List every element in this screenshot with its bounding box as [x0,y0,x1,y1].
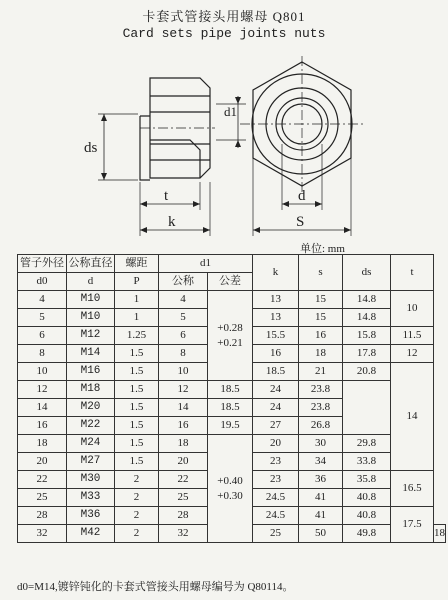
header-t: t [391,255,434,291]
table-row [18,417,446,435]
cell-d1: 4 [159,291,208,309]
cell-p: 1.5 [115,363,159,381]
cell-ds: 49.8 [343,525,391,543]
cell-t: 18 [434,525,446,543]
cell-ds: 15.8 [343,327,391,345]
cell-k: 24.5 [253,507,299,525]
cell-k: 24.5 [253,489,299,507]
cell-ds: 14.8 [343,291,391,309]
cell-d0: 16 [18,417,67,435]
technical-drawing [0,40,448,240]
cell-d1: 22 [159,471,208,489]
cell-ds: 40.8 [343,507,391,525]
cell-p: 2 [115,525,159,543]
cell-p: 1.5 [115,399,159,417]
tolerance-upper: +0.40 [217,474,243,487]
cell-k: 13 [253,309,299,327]
cell-d: M30 [67,471,115,489]
cell-d1: 25 [159,489,208,507]
cell-ds: 35.8 [343,471,391,489]
cell-p: 1.25 [115,327,159,345]
cell-s: 21 [299,363,343,381]
cell-d0: 20 [18,453,67,471]
cell-d1: 6 [159,327,208,345]
spec-table [17,254,446,543]
cell-s: 36 [299,471,343,489]
cell-d0: 32 [18,525,67,543]
cell-k: 18.5 [208,399,253,417]
label-d: d [298,188,306,204]
cell-p: 1.5 [115,435,159,453]
cell-d1: 14 [159,399,208,417]
header-d0: d0 [18,273,67,291]
table-row [18,291,446,309]
header-d-cn: 公称直径 [67,255,115,273]
cell-k: 16 [253,345,299,363]
cell-d: M14 [67,345,115,363]
cell-ds: 40.8 [343,489,391,507]
label-k: k [168,214,176,230]
tolerance-upper: +0.28 [217,321,243,334]
cell-d0: 10 [18,363,67,381]
cell-t: 12 [391,345,434,363]
cell-d0: 18 [18,435,67,453]
cell-d1: 28 [159,507,208,525]
cell-d1: 32 [159,525,208,543]
cell-s: 41 [299,507,343,525]
header-row [18,255,446,273]
cell-s: 24 [253,381,299,399]
table-row [18,381,446,399]
cell-t: 10 [391,291,434,327]
cell-ds: 14.8 [343,309,391,327]
cell-d: M27 [67,453,115,471]
cell-ds: 29.8 [343,435,391,453]
cell-d1: 5 [159,309,208,327]
cell-d: M10 [67,309,115,327]
cell-d: M16 [67,363,115,381]
cell-s: 41 [299,489,343,507]
cell-ds: 23.8 [299,381,343,399]
cell-d1: 16 [159,417,208,435]
header-p-cn: 螺距 [115,255,159,273]
header-d1-nominal: 公称 [159,273,208,291]
cell-s: 24 [253,399,299,417]
cell-t: 11.5 [391,327,434,345]
cell-s: 30 [299,435,343,453]
cell-p: 1.5 [115,453,159,471]
title-chinese: 卡套式管接头用螺母 Q801 [142,9,306,24]
cell-ds: 17.8 [343,345,391,363]
cell-d: M42 [67,525,115,543]
label-d1: d1 [224,104,237,119]
header-k: k [253,255,299,291]
tolerance-lower: +0.21 [217,336,243,349]
cell-d: M33 [67,489,115,507]
table-row [18,435,446,453]
cell-d1: 12 [159,381,208,399]
label-t: t [164,188,169,204]
header-d: d [67,273,115,291]
cell-d1: 20 [159,453,208,471]
label-s: S [296,214,305,230]
label-ds: ds [84,140,98,156]
cell-d1: 10 [159,363,208,381]
cell-k: 15.5 [253,327,299,345]
header-d1-tolerance: 公差 [208,273,253,291]
cell-p: 2 [115,471,159,489]
cell-d0: 12 [18,381,67,399]
cell-ds: 33.8 [343,453,391,471]
cell-d: M20 [67,399,115,417]
cell-k: 25 [253,525,299,543]
cell-d0: 8 [18,345,67,363]
cell-ds: 20.8 [343,363,391,381]
cell-s: 15 [299,291,343,309]
cell-d0: 4 [18,291,67,309]
spec-table-body [18,255,446,543]
cell-p: 2 [115,507,159,525]
header-s: s [299,255,343,291]
cell-d0: 14 [18,399,67,417]
cell-d: M36 [67,507,115,525]
cell-d1: 18 [159,435,208,453]
cell-k: 20 [253,435,299,453]
cell-d: M10 [67,291,115,309]
cell-k: 23 [253,453,299,471]
cell-d0: 28 [18,507,67,525]
cell-d0: 5 [18,309,67,327]
footnote: d0=M14,镀锌钝化的卡套式管接头用螺母编号为 Q80114。 [17,581,294,593]
cell-ds: 23.8 [299,399,343,417]
cell-k: 18.5 [253,363,299,381]
unit-label: 单位: mm [300,243,345,255]
cell-d0: 22 [18,471,67,489]
cell-s: 27 [253,417,299,435]
cell-d1-tolerance [208,435,253,543]
cell-p: 1.5 [115,417,159,435]
cell-d1-tolerance [208,291,253,381]
header-d0-cn: 管子外径 [18,255,67,273]
cell-p: 1 [115,291,159,309]
cell-s: 15 [299,309,343,327]
cell-k: 18.5 [208,381,253,399]
cell-d0: 25 [18,489,67,507]
cell-p: 1.5 [115,381,159,399]
cell-d: M24 [67,435,115,453]
cell-p: 1 [115,309,159,327]
table-row [18,399,446,417]
cell-t: 14 [391,363,434,471]
cell-d: M18 [67,381,115,399]
cell-d: M12 [67,327,115,345]
cell-d: M22 [67,417,115,435]
cell-d0: 6 [18,327,67,345]
cell-p: 1.5 [115,345,159,363]
cell-s: 16 [299,327,343,345]
header-p: P [115,273,159,291]
cell-d1: 8 [159,345,208,363]
cell-s: 18 [299,345,343,363]
cell-k: 13 [253,291,299,309]
cell-p: 2 [115,489,159,507]
title-english: Card sets pipe joints nuts [122,26,326,41]
tolerance-lower: +0.30 [217,489,243,502]
cell-t: 16.5 [391,471,434,507]
cell-k: 19.5 [208,417,253,435]
header-ds: ds [343,255,391,291]
cell-s: 34 [299,453,343,471]
cell-ds: 26.8 [299,417,343,435]
cell-t: 17.5 [391,507,434,543]
cell-k: 23 [253,471,299,489]
cell-s: 50 [299,525,343,543]
header-d1: d1 [159,255,253,273]
